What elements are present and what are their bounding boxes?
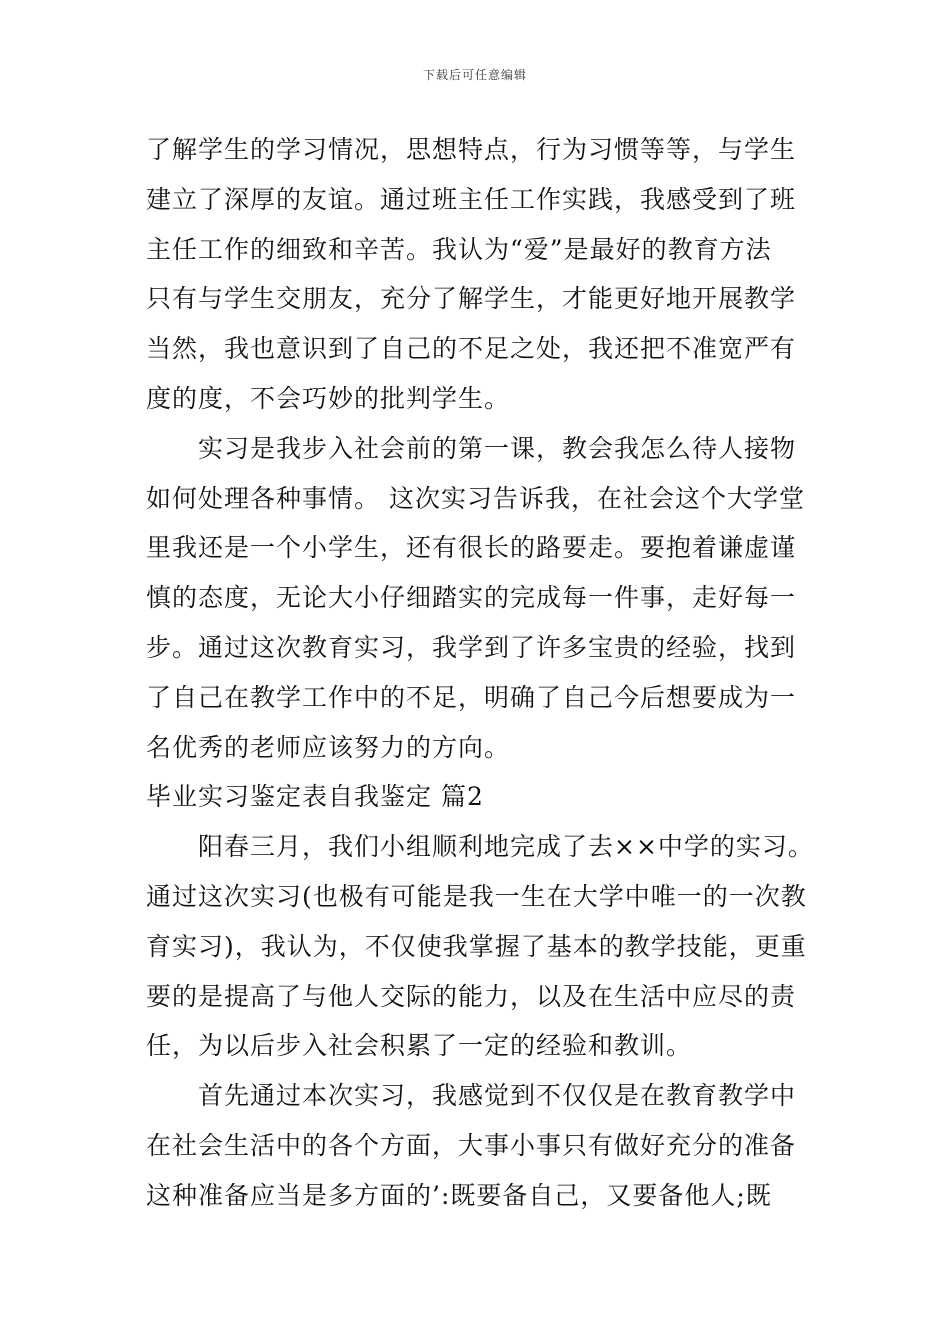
text-line: 了自己在教学工作中的不足，明确了自己今后想要成为一 xyxy=(146,682,797,712)
text-line: 在社会生活中的各个方面，大事小事只有做好充分的准备 xyxy=(146,1130,797,1160)
text-line: 这种准备应当是多方面的’:既要备自己，又要备他人;既 xyxy=(146,1180,772,1210)
paragraph-start-line: 实习是我步入社会前的第一课，教会我怎么待人接物 xyxy=(198,433,797,463)
text-line: 只有与学生交朋友，充分了解学生，才能更好地开展教学 xyxy=(146,284,797,314)
text-line: 任，为以后步入社会积累了一定的经验和教训。 xyxy=(146,1031,693,1061)
text-line: 度的度，不会巧妙的批判学生。 xyxy=(146,383,511,413)
text-line: 名优秀的老师应该努力的方向。 xyxy=(146,732,511,762)
text-line: 慎的态度，无论大小仔细踏实的完成每一件事，走好每一 xyxy=(146,583,797,613)
text-line: 如何处理各种事情。 这次实习告诉我，在社会这个大学堂 xyxy=(146,483,805,513)
text-line: 当然，我也意识到了自己的不足之处，我还把不准宽严有 xyxy=(146,334,797,364)
text-line: 主任工作的细致和辛苦。我认为“爱”是最好的教育方法 xyxy=(146,234,772,264)
text-line: 步。通过这次教育实习，我学到了许多宝贵的经验，找到 xyxy=(146,632,797,662)
text-line: 建立了深厚的友谊。通过班主任工作实践，我感受到了班 xyxy=(146,184,797,214)
text-line: 通过这次实习(也极有可能是我一生在大学中唯一的一次教 xyxy=(146,881,807,911)
text-line: 了解学生的学习情况，思想特点，行为习惯等等，与学生 xyxy=(146,135,797,164)
document-body xyxy=(146,125,816,1221)
section-heading: 毕业实习鉴定表自我鉴定 篇2 xyxy=(146,782,484,812)
text-line: 里我还是一个小学生，还有很长的路要走。要抱着谦虚谨 xyxy=(146,533,797,563)
text-line: 要的是提高了与他人交际的能力，以及在生活中应尽的责 xyxy=(146,981,797,1011)
paragraph-start-line: 首先通过本次实习，我感觉到不仅仅是在教育教学中 xyxy=(198,1081,797,1111)
text-line: 育实习)，我认为，不仅使我掌握了基本的教学技能，更重 xyxy=(146,931,807,961)
paragraph-start-line: 阳春三月，我们小组顺利地完成了去××中学的实习。 xyxy=(198,832,814,862)
page-header: 下载后可任意编辑 xyxy=(422,68,527,82)
